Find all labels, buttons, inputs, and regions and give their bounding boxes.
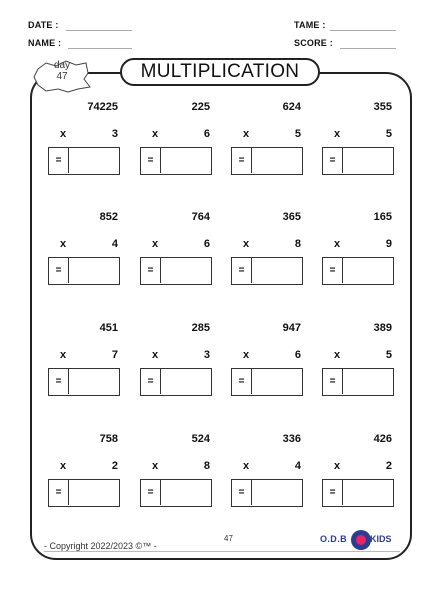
multiplicand: 285: [191, 322, 210, 334]
times-symbol: x: [334, 460, 341, 472]
times-symbol: x: [60, 128, 67, 140]
multiplicand: 389: [373, 322, 392, 334]
time-field[interactable]: [330, 30, 396, 31]
page-number: 47: [224, 534, 233, 543]
multiplicand: 524: [191, 433, 210, 445]
times-symbol: x: [152, 349, 159, 361]
multiplicand: 365: [282, 211, 301, 223]
multiplier: 8: [203, 460, 210, 472]
page-title: MULTIPLICATION: [120, 58, 320, 86]
times-symbol: x: [243, 128, 250, 140]
times-symbol: x: [243, 238, 250, 250]
equals-sign: =: [49, 369, 69, 394]
answer-box[interactable]: [48, 147, 120, 175]
times-symbol: x: [334, 128, 341, 140]
time-label: TAME :: [294, 20, 326, 30]
multiplier: 4: [111, 238, 118, 250]
multiplier: 7: [111, 349, 118, 361]
logo-dot-icon: [356, 535, 366, 545]
multiplicand: 764: [191, 211, 210, 223]
score-label: SCORE :: [294, 38, 333, 48]
answer-box[interactable]: [322, 368, 394, 396]
multiplicand: 758: [99, 433, 118, 445]
date-field[interactable]: [66, 30, 132, 31]
multiplier: 3: [111, 128, 118, 140]
equals-sign: =: [49, 258, 69, 283]
answer-box[interactable]: [231, 479, 303, 507]
equals-sign: =: [323, 369, 343, 394]
multiplicand: 947: [282, 322, 301, 334]
multiplicand: 74225: [87, 101, 118, 113]
multiplicand: 225: [191, 101, 210, 113]
answer-box[interactable]: [231, 147, 303, 175]
name-field[interactable]: [68, 48, 132, 49]
day-number: 47: [56, 71, 68, 82]
equals-sign: =: [232, 369, 252, 394]
answer-box[interactable]: [140, 147, 212, 175]
score-field[interactable]: [340, 48, 396, 49]
multiplier: 6: [203, 238, 210, 250]
answer-box[interactable]: [48, 479, 120, 507]
multiplier: 3: [203, 349, 210, 361]
multiplier: 6: [203, 128, 210, 140]
equals-sign: =: [141, 258, 161, 283]
answer-box[interactable]: [231, 368, 303, 396]
logo-text-right: KIDS: [370, 534, 392, 544]
multiplier: 8: [294, 238, 301, 250]
answer-box[interactable]: [231, 257, 303, 285]
multiplier: 6: [294, 349, 301, 361]
times-symbol: x: [60, 238, 67, 250]
answer-box[interactable]: [322, 479, 394, 507]
day-badge: [32, 60, 92, 82]
multiplier: 2: [111, 460, 118, 472]
copyright-text: - Copyright 2022/2023 ©™ -: [44, 541, 157, 551]
multiplier: 4: [294, 460, 301, 472]
answer-box[interactable]: [322, 147, 394, 175]
date-label: DATE :: [28, 20, 59, 30]
answer-box[interactable]: [48, 368, 120, 396]
equals-sign: =: [141, 480, 161, 505]
times-symbol: x: [334, 238, 341, 250]
equals-sign: =: [49, 480, 69, 505]
equals-sign: =: [232, 148, 252, 173]
times-symbol: x: [60, 460, 67, 472]
times-symbol: x: [243, 460, 250, 472]
multiplicand: 852: [99, 211, 118, 223]
multiplicand: 165: [373, 211, 392, 223]
equals-sign: =: [141, 369, 161, 394]
multiplier: 2: [385, 460, 392, 472]
multiplier: 5: [385, 128, 392, 140]
answer-box[interactable]: [48, 257, 120, 285]
times-symbol: x: [152, 460, 159, 472]
multiplier: 9: [385, 238, 392, 250]
times-symbol: x: [60, 349, 67, 361]
times-symbol: x: [152, 238, 159, 250]
equals-sign: =: [232, 480, 252, 505]
equals-sign: =: [323, 148, 343, 173]
answer-box[interactable]: [140, 479, 212, 507]
answer-box[interactable]: [322, 257, 394, 285]
day-label: day: [53, 60, 71, 71]
times-symbol: x: [152, 128, 159, 140]
multiplicand: 451: [99, 322, 118, 334]
multiplicand: 624: [282, 101, 301, 113]
equals-sign: =: [141, 148, 161, 173]
multiplicand: 426: [373, 433, 392, 445]
brand-logo: [320, 528, 400, 552]
answer-box[interactable]: [140, 257, 212, 285]
multiplier: 5: [294, 128, 301, 140]
equals-sign: =: [323, 258, 343, 283]
equals-sign: =: [323, 480, 343, 505]
name-label: NAME :: [28, 38, 62, 48]
answer-box[interactable]: [140, 368, 212, 396]
multiplicand: 355: [373, 101, 392, 113]
logo-text-left: O.D.B: [320, 534, 348, 544]
equals-sign: =: [49, 148, 69, 173]
multiplier: 5: [385, 349, 392, 361]
times-symbol: x: [334, 349, 341, 361]
equals-sign: =: [232, 258, 252, 283]
multiplicand: 336: [282, 433, 301, 445]
times-symbol: x: [243, 349, 250, 361]
